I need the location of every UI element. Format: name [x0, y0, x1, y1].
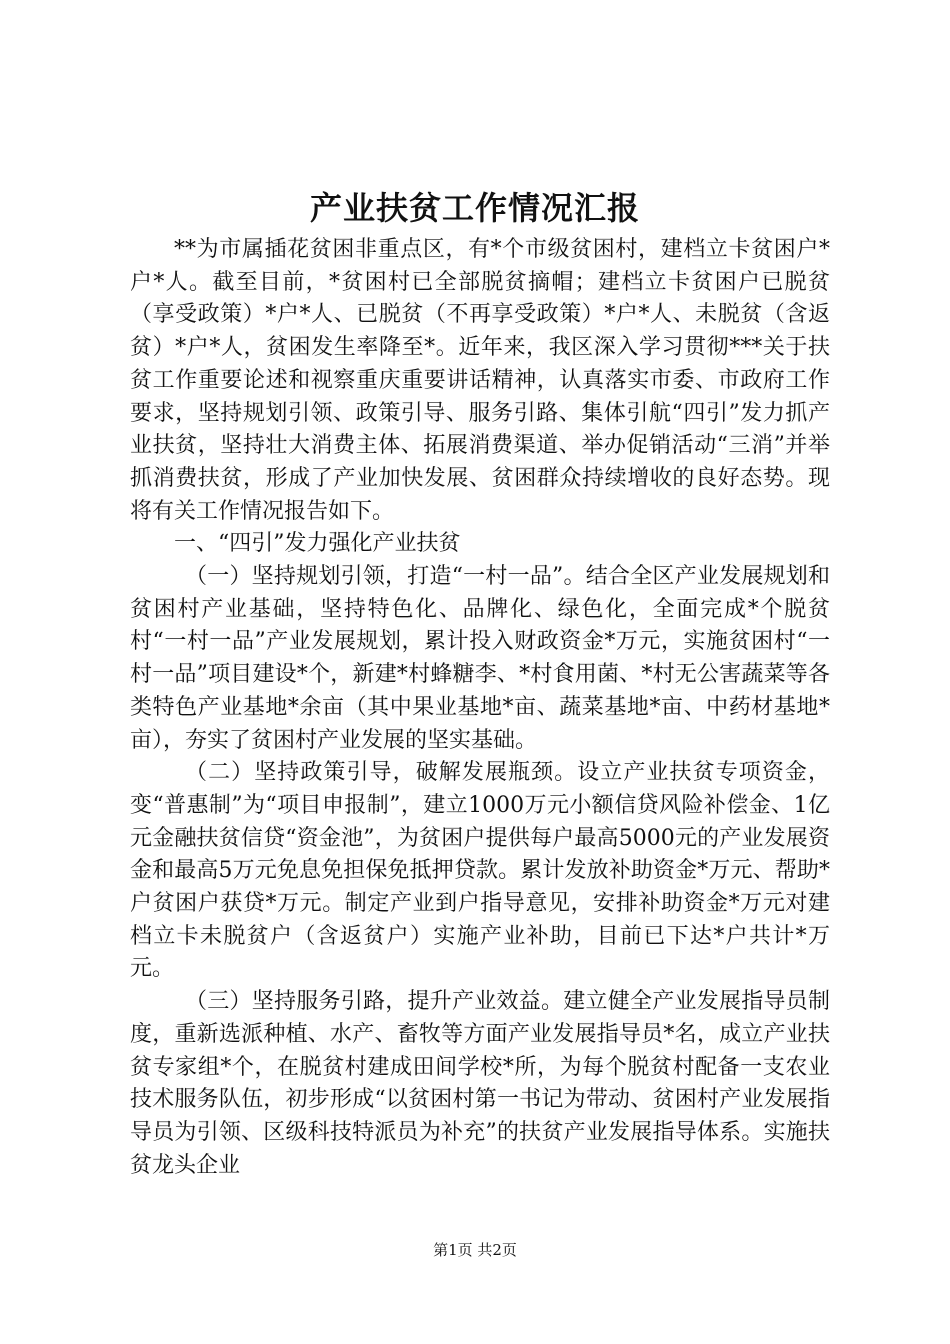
page-footer: 第1页 共2页 — [433, 1241, 517, 1259]
document-title: 产业扶贫工作情况汇报 — [309, 189, 640, 227]
section-heading-1: 一、“四引”发力强化产业扶贫 — [174, 531, 461, 557]
document-body — [130, 234, 830, 1182]
subsection-paragraph-2: （二）坚持政策引导，破解发展瓶颈。设立产业扶贫专项资金，变“普惠制”为“项目申报制”，建立1000万元小额信贷风险补偿金、1亿元金融扶贫信贷“资金池”，为贫困户提供每户最高5000元的产业发展资金和最高5万元免息免担保免抵押贷款。累计发放补助资金*万元、帮助*户贫困户获贷*万元。制定产业到户指导意见，安排补助资金*万元对建档立卡未脱贫户（含返贫户）实施产业补助，目前已下达*户共计*万元。 — [130, 760, 830, 982]
subsection-paragraph-3: （三）坚持服务引路，提升产业效益。建立健全产业发展指导员制度，重新选派种植、水产、畜牧等方面产业发展指导员*名，成立产业扶贫专家组*个，在脱贫村建成田间学校*所，为每个脱贫村配备一支农业技术服务队伍，初步形成“以贫困村第一书记为带动、贫困村产业发展指导员为引领、区级科技特派员为补充”的扶贫产业发展指导体系。实施扶贫龙头企业 — [130, 989, 830, 1178]
subsection-paragraph-1: （一）坚持规划引领，打造“一村一品”。结合全区产业发展规划和贫困村产业基础，坚持特色化、品牌化、绿色化，全面完成*个脱贫村“一村一品”产业发展规划，累计投入财政资金*万元，实施贫困村“一村一品”项目建设*个，新建*村蜂糖李、*村食用菌、*村无公害蔬菜等各类特色产业基地*余亩（其中果业基地*亩、蔬菜基地*亩、中药材基地*亩），夯实了贫困村产业发展的坚实基础。 — [130, 564, 830, 753]
intro-paragraph: **为市属插花贫困非重点区，有*个市级贫困村，建档立卡贫困户*户*人。截至目前，*贫困村已全部脱贫摘帽；建档立卡贫困户已脱贫（享受政策）*户*人、已脱贫（不再享受政策）*户*人、未脱贫（含返贫）*户*人，贫困发生率降至*。近年来，我区深入学习贯彻***关于扶贫工作重要论述和视察重庆重要讲话精神，认真落实市委、市政府工作要求，坚持规划引领、政策引导、服务引路、集体引航“四引”发力抓产业扶贫，坚持壮大消费主体、拓展消费渠道、举办促销活动“三消”并举抓消费扶贫，形成了产业加快发展、贫困群众持续增收的良好态势。现将有关工作情况报告如下。 — [130, 237, 830, 524]
